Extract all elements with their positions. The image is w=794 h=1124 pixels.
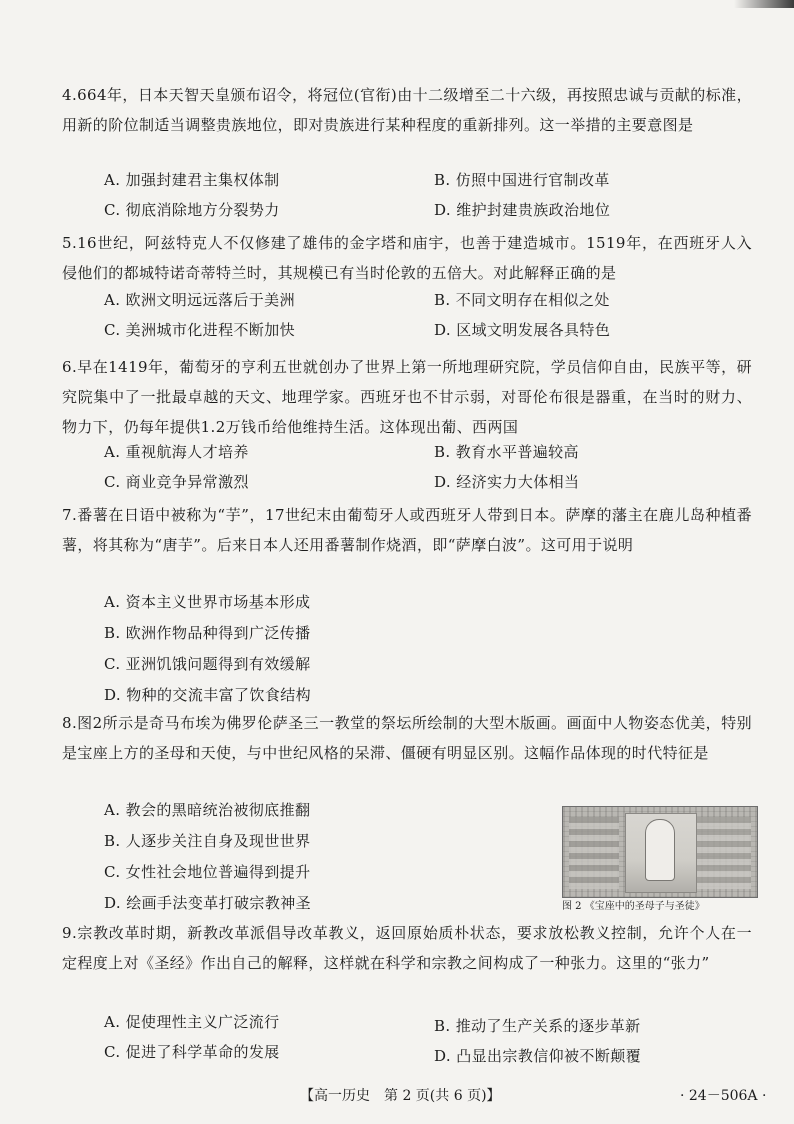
question-stem: 5.16世纪，阿兹特克人不仅修建了雄伟的金字塔和庙宇，也善于建造城市。1519年，在西班牙人入侵他们的都城特诺奇蒂特兰时，其规模已有当时伦敦的五倍大。对此解释正确的是 <box>62 234 752 282</box>
option-a: A. 教会的黑暗统治被彻底推翻 <box>104 801 311 819</box>
question-7 <box>62 500 752 704</box>
figure-2-painting <box>562 806 758 898</box>
figure-caption: 图 2 《宝座中的圣母子与圣徒》 <box>562 901 705 912</box>
paper-code: · 24－506A · <box>680 1088 767 1104</box>
option-d: D. 物种的交流丰富了饮食结构 <box>104 686 312 704</box>
option-a: A. 促使理性主义广泛流行 <box>104 1013 280 1031</box>
option-c: C. 促进了科学革命的发展 <box>104 1043 280 1061</box>
option-c: C. 彻底消除地方分裂势力 <box>104 201 280 219</box>
madonna-figure <box>645 819 675 881</box>
option-c: C. 女性社会地位普遍得到提升 <box>104 863 311 881</box>
saints-left <box>569 817 619 889</box>
option-a: A. 加强封建君主集权体制 <box>104 171 280 189</box>
option-b: B. 教育水平普遍较高 <box>434 443 579 461</box>
option-a: A. 欧洲文明远远落后于美洲 <box>104 291 295 309</box>
question-stem: 7.番薯在日语中被称为“芋”，17世纪末由葡萄牙人或西班牙人带到日本。萨摩的藩主在鹿儿岛种植番薯，将其称为“唐芋”。后来日本人还用番薯制作烧酒，即“萨摩白波”。这可用于说明 <box>62 506 752 554</box>
option-d: D. 绘画手法变革打破宗教神圣 <box>104 894 312 912</box>
question-6 <box>62 352 752 491</box>
option-d: D. 凸显出宗教信仰被不断颠覆 <box>434 1047 642 1065</box>
option-c: C. 亚洲饥饿问题得到有效缓解 <box>104 655 311 673</box>
question-stem: 6.早在1419年，葡萄牙的亨利五世就创办了世界上第一所地理研究院，学员信仰自由，民族平等，研究院集中了一批最卓越的天文、地理学家。西班牙也不甘示弱，对哥伦布很是器重，在当时的财力、物力下，仍每年提供1.2万钱币给他维持生活。这体现出葡、西两国 <box>62 358 752 436</box>
option-d: D. 经济实力大体相当 <box>434 473 580 491</box>
option-c: C. 美洲城市化进程不断加快 <box>104 321 296 339</box>
saints-right <box>697 817 751 889</box>
option-c: C. 商业竞争异常激烈 <box>104 473 249 491</box>
question-stem: 4.664年，日本天智天皇颁布诏令，将冠位(官衔)由十二级增至二十六级，再按照忠诚与贡献的标准，用新的阶位制适当调整贵族地位，即对贵族进行某种程度的重新排列。这一举措的主要意图是 <box>62 86 752 134</box>
option-b: B. 仿照中国进行官制改革 <box>434 171 610 189</box>
option-b: B. 不同文明存在相似之处 <box>434 291 610 309</box>
option-b: B. 欧洲作物品种得到广泛传播 <box>104 624 311 642</box>
option-a: A. 资本主义世界市场基本形成 <box>104 593 311 611</box>
page-footer: 【高一历史 第 2 页(共 6 页)】 <box>300 1088 501 1104</box>
option-a: A. 重视航海人才培养 <box>104 443 249 461</box>
option-b: B. 人逐步关注自身及现世世界 <box>104 832 311 850</box>
question-4 <box>62 80 752 219</box>
scan-edge-mark <box>734 0 794 8</box>
question-stem: 9.宗教改革时期，新教改革派倡导改革教义，返回原始质朴状态，要求放松教义控制，允许个人在一定程度上对《圣经》作出自己的解释，这样就在科学和宗教之间构成了一种张力。这里的“张力” <box>62 924 752 972</box>
question-stem: 8.图2所示是奇马布埃为佛罗伦萨圣三一教堂的祭坛所绘制的大型木版画。画面中人物姿态优美，特别是宝座上方的圣母和天使，与中世纪风格的呆滞、僵硬有明显区别。这幅作品体现的时代特征是 <box>62 714 752 762</box>
option-d: D. 维护封建贵族政治地位 <box>434 201 611 219</box>
question-9 <box>62 918 752 1065</box>
option-b: B. 推动了生产关系的逐步革新 <box>434 1017 641 1035</box>
question-5 <box>62 228 752 339</box>
option-d: D. 区域文明发展各具特色 <box>434 321 611 339</box>
